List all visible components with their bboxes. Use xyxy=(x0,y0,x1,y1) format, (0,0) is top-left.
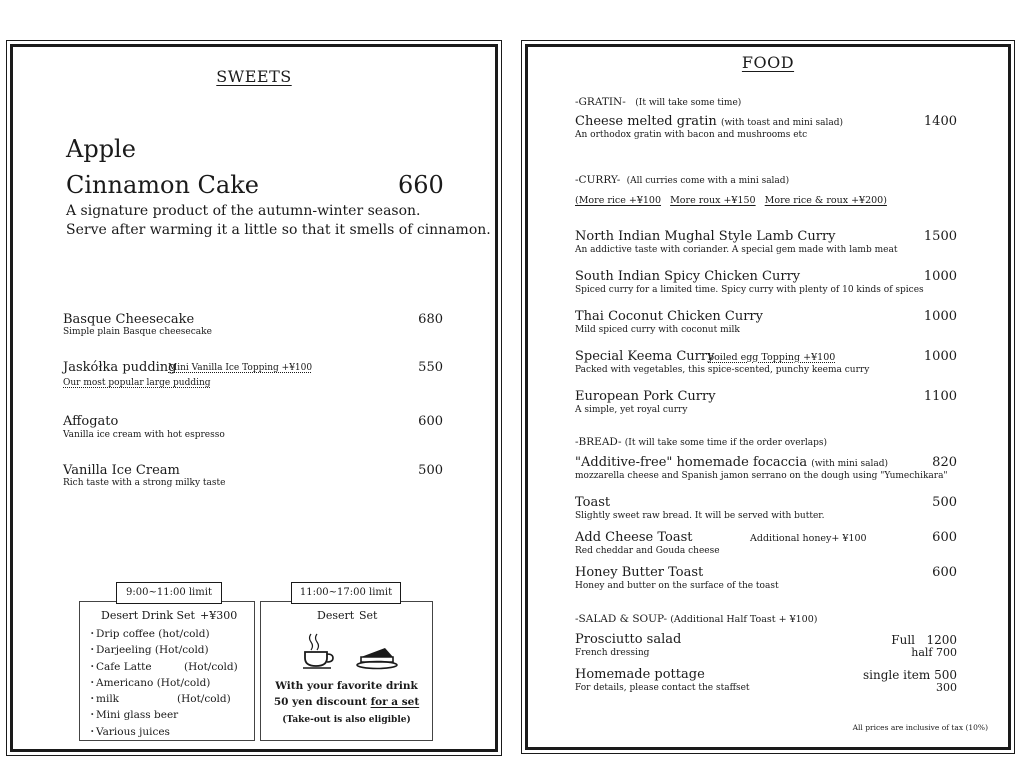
curry-options: (More rice +¥100 More roux +¥150 More rice & roux +¥200) xyxy=(575,195,887,206)
food-item-name: Honey Butter Toast xyxy=(575,565,704,580)
featured-name-line2: Cinnamon Cake xyxy=(66,171,259,199)
drink-list-item: ・ Americano (Hot/cold) xyxy=(87,676,211,689)
sweet-item-topping: Mini Vanilla Ice Topping +¥100 xyxy=(168,363,313,373)
food-item-desc: Slightly sweet raw bread. It will be served with butter. xyxy=(575,511,825,521)
set2-time-tag: 11:00~17:00 limit xyxy=(291,582,401,604)
food-item-name: South Indian Spicy Chicken Curry xyxy=(575,269,801,284)
food-item-price: 1500 xyxy=(923,229,957,244)
food-menu-panel xyxy=(525,44,1011,750)
food-item-price: single item 500 xyxy=(862,668,957,682)
food-item-desc: Honey and butter on the surface of the toast xyxy=(575,581,779,591)
food-item-price-secondary: half 700 xyxy=(911,646,957,659)
sweet-item-name: Affogato xyxy=(63,414,119,429)
featured-desc-line1: A signature product of the autumn-winter season. xyxy=(66,203,421,219)
food-item-desc: For details, please contact the staffset xyxy=(575,683,750,693)
set2-title-a: Desert xyxy=(317,609,355,622)
featured-name-line1: Apple xyxy=(66,135,136,163)
food-item-desc: An orthodox gratin with bacon and mushrooms etc xyxy=(575,130,808,140)
sweet-item-price: 600 xyxy=(418,414,443,429)
food-item-price: 1000 xyxy=(923,309,957,324)
set1-price: +¥300 xyxy=(200,609,238,622)
food-item-name: Thai Coconut Chicken Curry xyxy=(575,309,763,324)
food-item-price: 600 xyxy=(932,530,957,545)
food-item-name: European Pork Curry xyxy=(575,389,716,404)
food-item-desc: Mild spiced curry with coconut milk xyxy=(575,325,740,335)
food-item-desc: A simple, yet royal curry xyxy=(575,405,688,415)
food-item-price: 500 xyxy=(932,495,957,510)
food-item-price: 1000 xyxy=(923,269,957,284)
featured-desc-line2: Serve after warming it a little so that it smells of cinnamon. xyxy=(66,222,491,238)
sweet-item-price: 680 xyxy=(418,312,443,327)
salad-soup-section-header: -SALAD & SOUP- (Additional Half Toast + ¥100) xyxy=(575,613,818,625)
desert-set-box xyxy=(260,601,433,741)
food-item-name: North Indian Mughal Style Lamb Curry xyxy=(575,229,836,244)
food-item-extra: Additional honey+ ¥100 xyxy=(750,533,867,544)
drink-list-item: ・ Darjeeling (Hot/cold) xyxy=(87,644,209,657)
food-item-desc: An addictive taste with coriander. A special gem made with lamb meat xyxy=(575,245,898,255)
sweet-item-price: 500 xyxy=(418,463,443,478)
food-item-topping: boiled egg Topping +¥100 xyxy=(708,352,836,363)
bread-section-header: -BREAD- (It will take some time if the order overlaps) xyxy=(575,436,828,448)
drink-list-item: ・ Various juices xyxy=(87,725,170,738)
drink-list-item: ・ Cafe Latte (Hot/cold) xyxy=(87,660,238,673)
drink-list-item: ・ Drip coffee (hot/cold) xyxy=(87,628,210,640)
food-item-price: Full 1200 xyxy=(891,633,957,647)
food-item-price: 1400 xyxy=(923,114,957,129)
food-item-name: Add Cheese Toast xyxy=(575,530,693,545)
set2-title-b: Set xyxy=(359,609,378,622)
food-item-name: Homemade pottage xyxy=(575,667,705,682)
curry-section-header: -CURRY- (All curries come with a mini salad) xyxy=(575,174,790,186)
food-item-price: 600 xyxy=(932,565,957,580)
sweets-menu-panel xyxy=(10,44,498,752)
food-item-desc: Spiced curry for a limited time. Spicy curry with plenty of 10 kinds of spices xyxy=(575,285,924,295)
sweet-item-desc: Vanilla ice cream with hot espresso xyxy=(63,430,225,440)
food-item-desc: Packed with vegetables, this spice-scented, punchy keema curry xyxy=(575,365,870,375)
featured-price: 660 xyxy=(398,171,444,199)
set2-line2: 50 yen discount for a set xyxy=(273,696,420,708)
food-item-name: Prosciutto salad xyxy=(575,632,682,647)
set1-title: Desert Drink Set xyxy=(101,609,195,622)
food-title: FOOD xyxy=(741,53,795,72)
drink-list-item: ・ Mini glass beer xyxy=(87,709,179,722)
tax-note: All prices are inclusive of tax (10%) xyxy=(852,723,988,732)
sweet-item-name: Basque Cheesecake xyxy=(63,312,195,327)
food-item-desc: French dressing xyxy=(575,648,650,658)
drink-list-item: ・ milk (Hot/cold) xyxy=(87,693,231,706)
sweet-item-name: Jaskółka pudding xyxy=(63,360,177,375)
sweet-item-price: 550 xyxy=(418,360,443,375)
food-item-name: Toast xyxy=(575,495,611,510)
sweet-item-name: Vanilla Ice Cream xyxy=(63,463,180,478)
food-item-name: Special Keema Curry xyxy=(575,349,715,364)
sweet-item-desc: Our most popular large pudding xyxy=(63,378,211,388)
sweet-item-desc: Rich taste with a strong milky taste xyxy=(63,478,226,488)
set2-line3: (Take-out is also eligible) xyxy=(282,715,411,725)
food-item-price-secondary: 300 xyxy=(936,681,957,694)
food-item-name: Cheese melted gratin (with toast and mini salad) xyxy=(575,114,844,129)
desert-drink-set-box xyxy=(79,601,255,741)
cake-slice-icon xyxy=(355,644,399,670)
set2-line1: With your favorite drink xyxy=(275,680,418,692)
food-item-price: 820 xyxy=(932,455,957,470)
set1-time-tag: 9:00~11:00 limit xyxy=(116,582,222,604)
sweets-title: SWEETS xyxy=(216,67,292,86)
food-item-desc: mozzarella cheese and Spanish jamon serrano on the dough using "Yumechikara" xyxy=(575,471,948,481)
sweet-item-desc: Simple plain Basque cheesecake xyxy=(63,327,212,337)
coffee-cup-icon xyxy=(301,630,337,670)
food-item-desc: Red cheddar and Gouda cheese xyxy=(575,546,720,556)
gratin-section-header: -GRATIN- (It will take some time) xyxy=(575,96,742,108)
food-item-name: "Additive-free" homemade focaccia (with mini salad) xyxy=(575,455,889,470)
food-item-price: 1100 xyxy=(923,389,957,404)
food-item-price: 1000 xyxy=(923,349,957,364)
